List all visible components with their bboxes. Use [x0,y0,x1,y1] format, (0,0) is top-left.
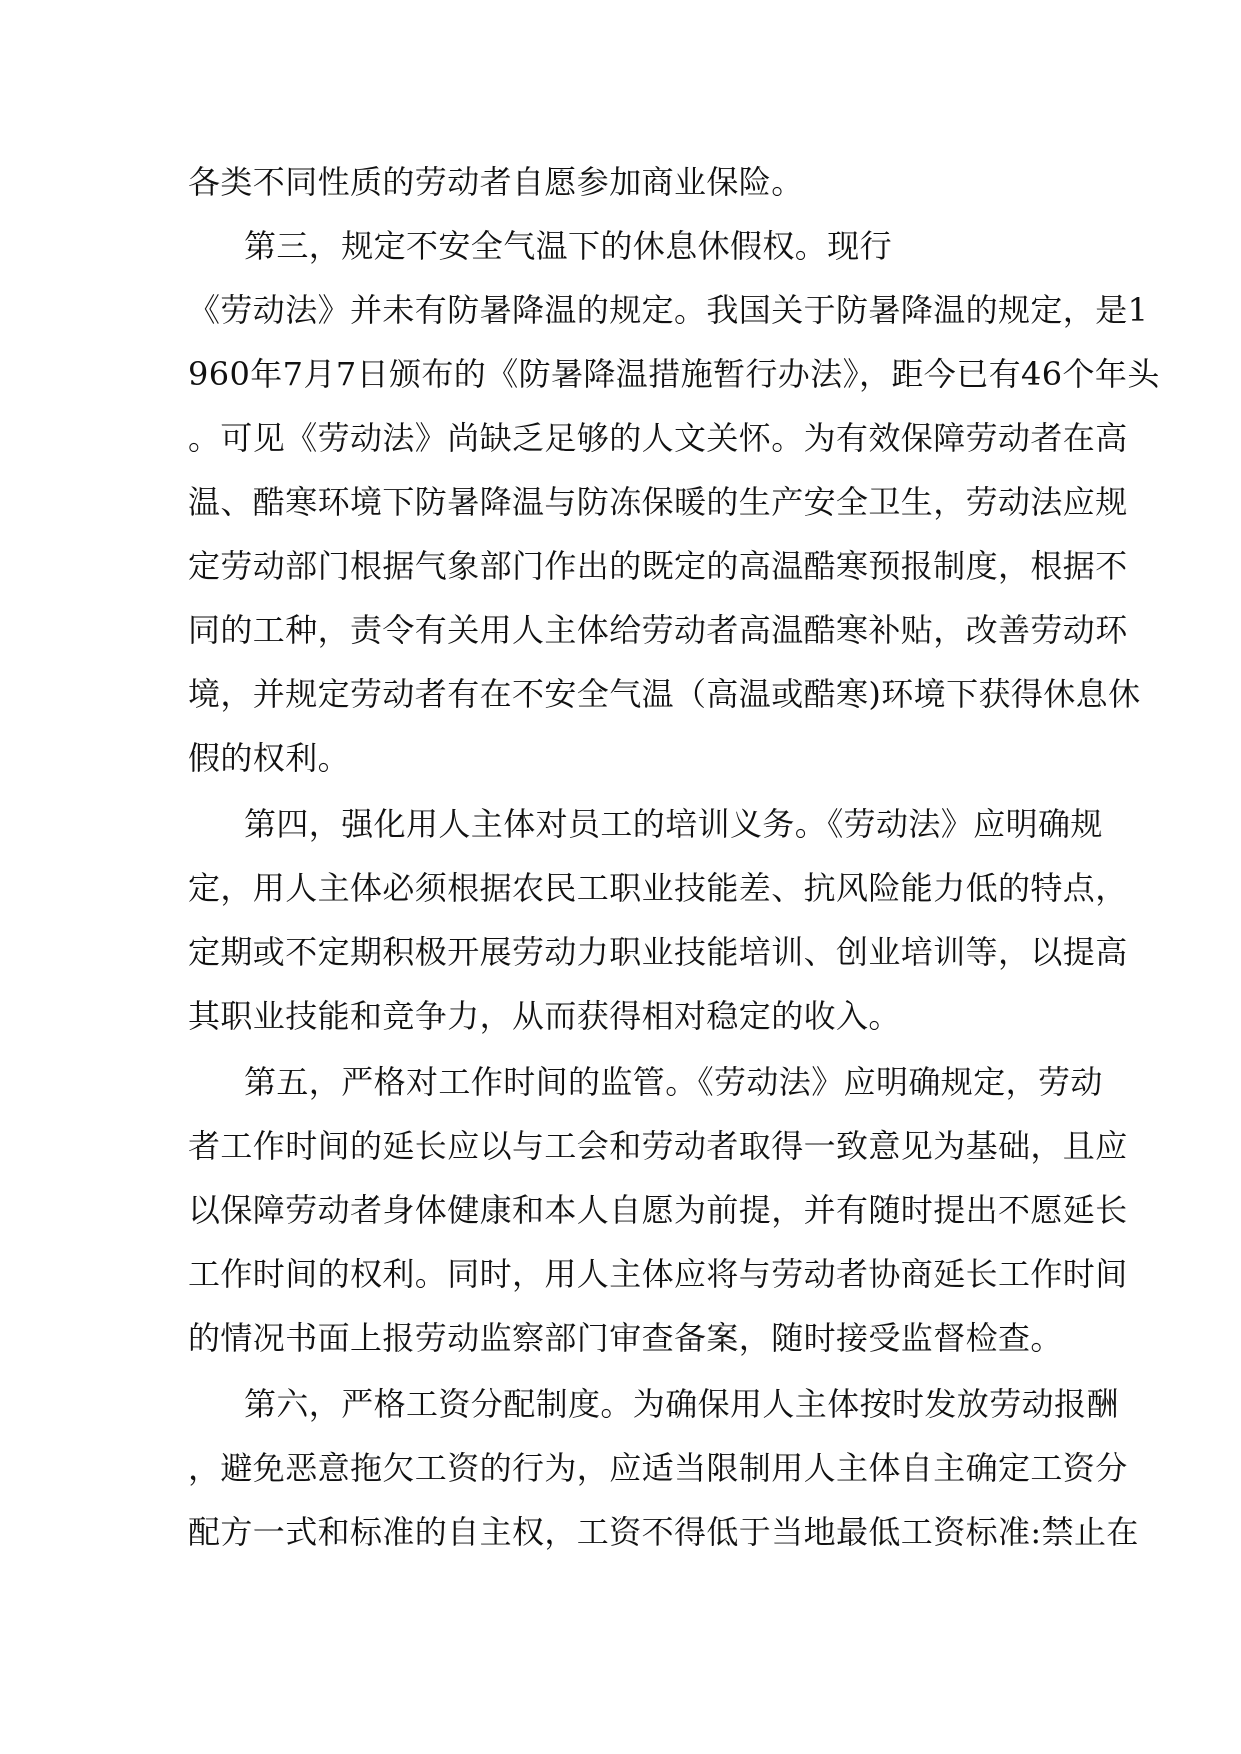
text-line: 以保障劳动者身体健康和本人自愿为前提，并有随时提出不愿延长 [188,1191,1128,1229]
text-line: 960年7月7日颁布的《防暑降温措施暂行办法》，距今已有46个年头 [188,355,1160,393]
text-line: 配方一式和标准的自主权，工资不得低于当地最低工资标准:禁止在 [188,1513,1139,1551]
text-line: 《劳动法》并未有防暑降温的规定。我国关于防暑降温的规定，是1 [188,291,1149,329]
text-line: 其职业技能和竞争力，从而获得相对稳定的收入。 [188,997,901,1035]
text-line: 定期或不定期积极开展劳动力职业技能培训、创业培训等，以提高 [188,933,1128,971]
paragraph-first-line: 第三，规定不安全气温下的休息休假权。现行 [244,227,893,265]
text-line: 温、酷寒环境下防暑降温与防冻保暖的生产安全卫生，劳动法应规 [188,483,1128,521]
text-line: 定劳动部门根据气象部门作出的既定的高温酷寒预报制度，根据不 [188,547,1128,585]
paragraph-first-line: 第四，强化用人主体对员工的培训义务。《劳动法》应明确规 [244,805,1103,843]
text-line: 的情况书面上报劳动监察部门审查备案，随时接受监督检查。 [188,1319,1063,1357]
text-line: 者工作时间的延长应以与工会和劳动者取得一致意见为基础，且应 [188,1127,1128,1165]
text-line: 境，并规定劳动者有在不安全气温（高温或酷寒)环境下获得休息休 [188,675,1141,713]
text-line: 。可见《劳动法》尚缺乏足够的人文关怀。为有效保障劳动者在高 [188,419,1128,457]
text-line: 定，用人主体必须根据农民工职业技能差、抗风险能力低的特点， [188,869,1128,907]
text-line: 假的权利。 [188,739,351,777]
paragraph-first-line: 第五，严格对工作时间的监管。《劳动法》应明确规定，劳动 [244,1063,1103,1101]
text-line: ，避免恶意拖欠工资的行为，应适当限制用人主体自主确定工资分 [188,1449,1128,1487]
paragraph-first-line: 第六，严格工资分配制度。为确保用人主体按时发放劳动报酬 [244,1385,1119,1423]
text-line: 同的工种，责令有关用人主体给劳动者高温酷寒补贴，改善劳动环 [188,611,1128,649]
text-line: 各类不同性质的劳动者自愿参加商业保险。 [188,163,804,201]
text-line: 工作时间的权利。同时，用人主体应将与劳动者协商延长工作时间 [188,1255,1128,1293]
